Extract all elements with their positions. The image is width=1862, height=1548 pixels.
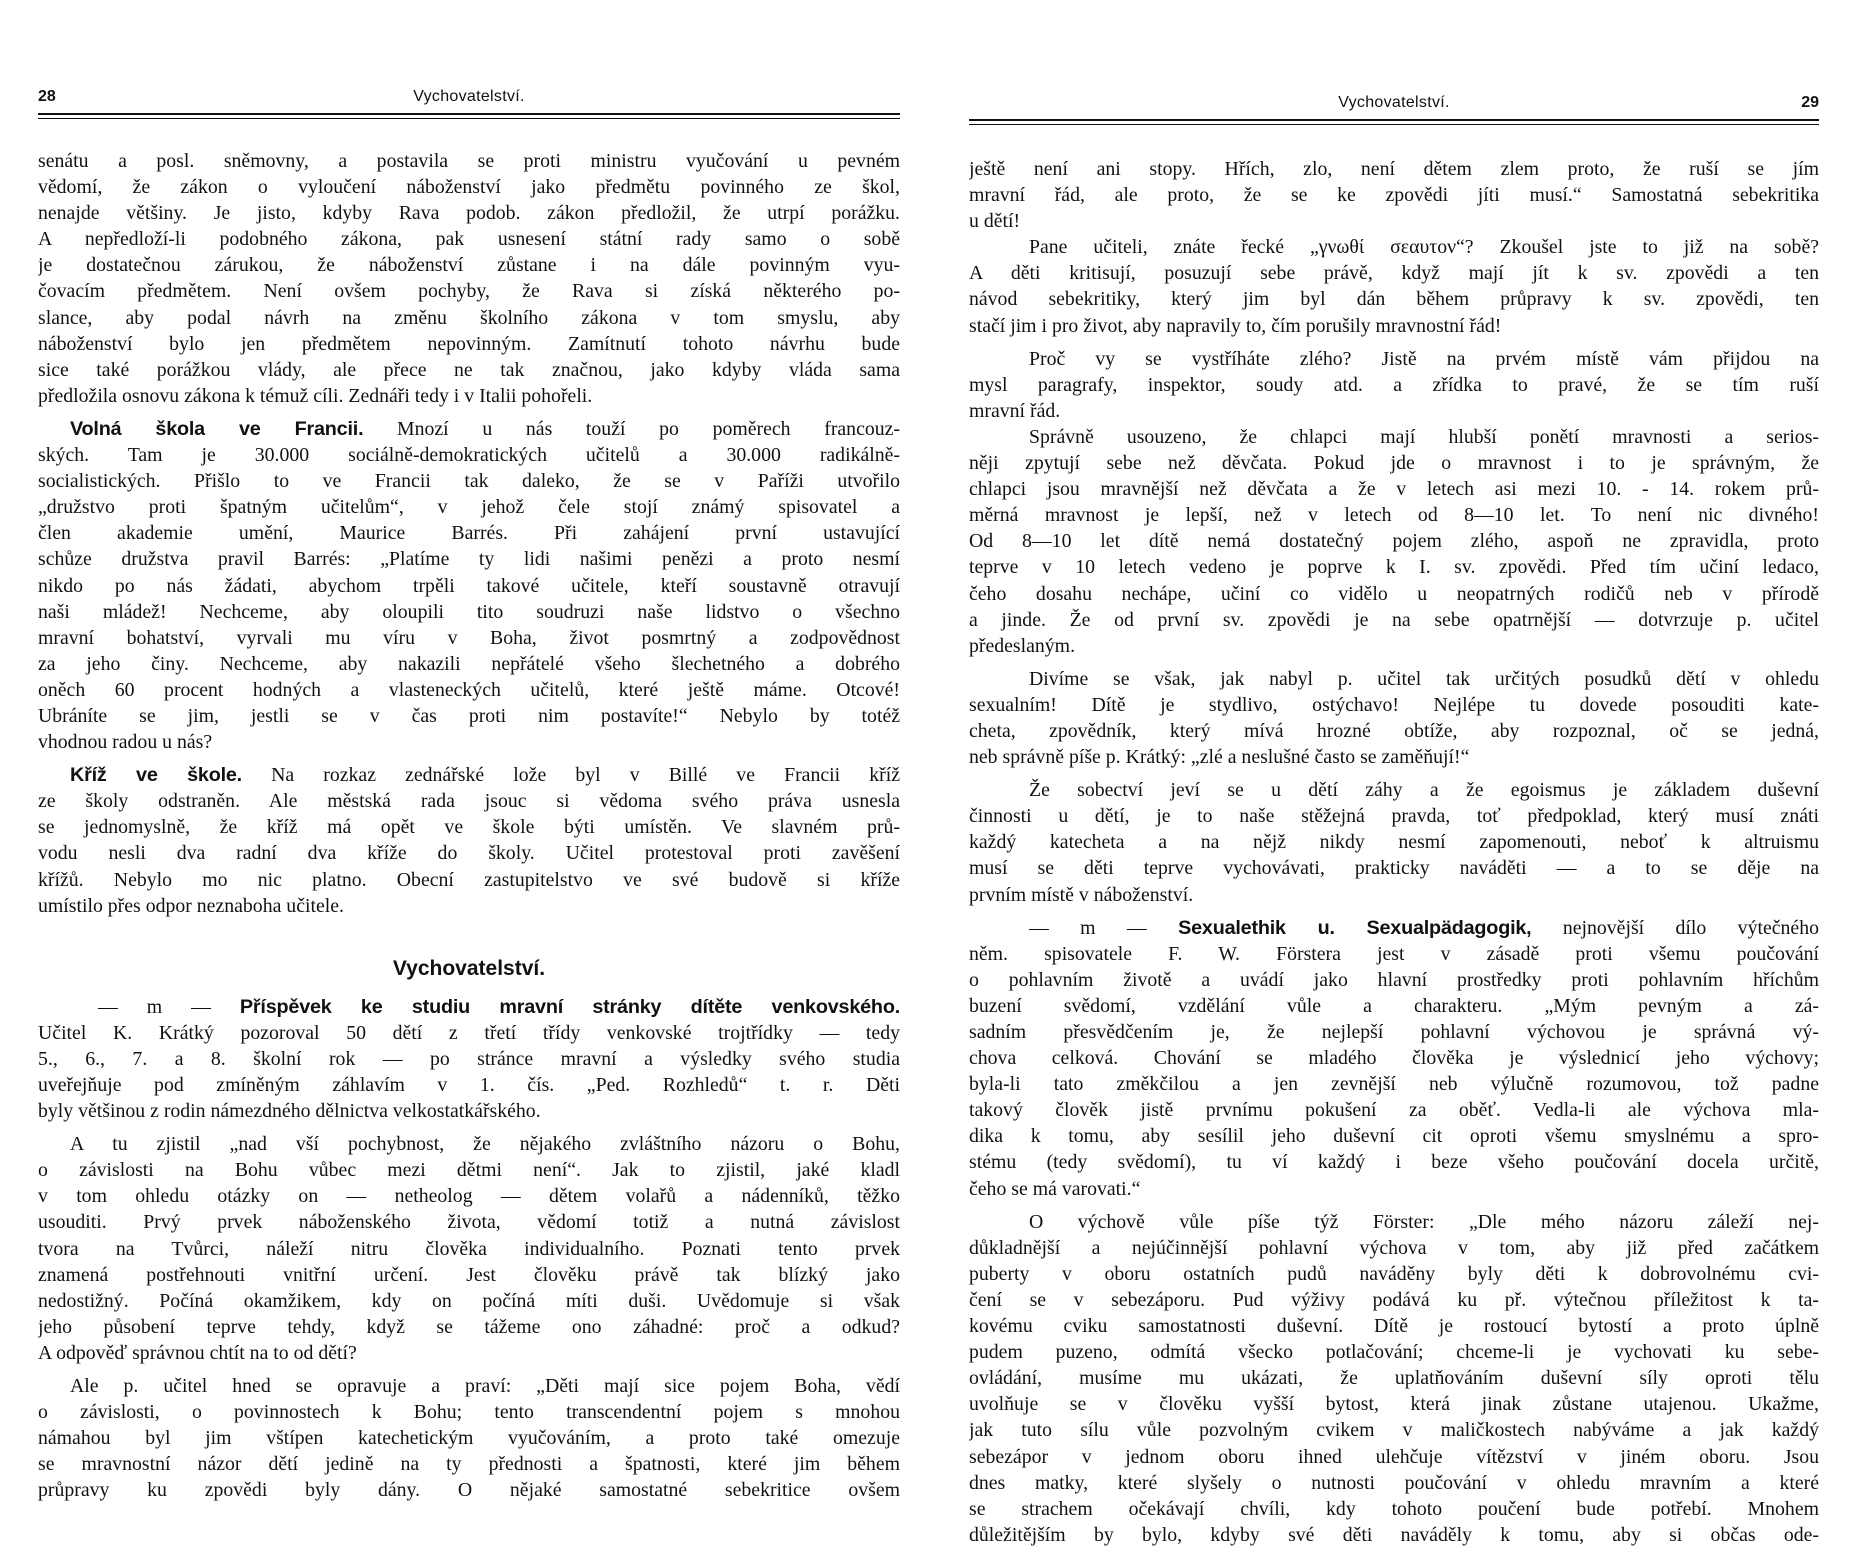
left-page-header [38, 88, 900, 112]
header-rule-thin [38, 118, 900, 119]
text-line: činnosti u dětí, je to naše stěžejná pravda, toť předpoklad, který musí znáti [969, 805, 1819, 828]
text-line: A odpověď správnou chtít na to od dětí? [38, 1341, 357, 1364]
text-line: vhodnou radou u nás? [38, 731, 213, 754]
text-line: cheta, zpovědník, který mívá hrozné obtíže, aby rozpoznal, oč se jedná, [969, 719, 1819, 742]
text-line: slance, aby podal návrh na změnu školního zákona v tom smyslu, aby [38, 306, 900, 329]
text-line: schůze družstva pravil Barrés: „Platíme ty lidi našimi penězi a proto nesmí [38, 548, 900, 571]
text-line: námahou byl jim vštípen katechetickým vyučováním, a proto také omezuje [38, 1427, 900, 1450]
text-line: stačí jim i pro život, aby napravily to, čím porušily mravnostní řád! [969, 314, 1502, 337]
text-line: jak tuto sílu vůle pozvolným cvikem v maličkostech nabýváme a jak každý [969, 1419, 1819, 1442]
text-line: byly většinou z rodin námezdného dělnictva velkostatkářského. [38, 1100, 541, 1123]
left-text-column [38, 148, 900, 1504]
text-line: průpravy ku zpovědi byly dány. O nějaké samostatné sebekritice ovšem [38, 1479, 900, 1502]
text-line: předeslaným. [969, 634, 1076, 657]
article-heading: Sexualethik u. Sexualpädagogik, [1178, 916, 1532, 939]
paragraph-sexualethik: — m — Sexualethik u. Sexualpädagogik, nejnovější dílo výtečného [1029, 916, 1819, 939]
right-text-column [969, 156, 1819, 1548]
text-line: se mravnostní názor dětí jedině na ty přednosti a špatnosti, které jim během [38, 1453, 900, 1476]
text-line: kovému cviku samostatnosti duševní. Dítě je rostoucí bytostí a proto úplně [969, 1315, 1819, 1338]
text-line: neb správně píše p. Krátký: „zlé a neslušné často se zaměňují!“ [969, 746, 1470, 769]
text-line: čeho se má varovati.“ [969, 1177, 1141, 1200]
text-line: chova celková. Chování se mladého člověka je výslednicí jeho výchovy; [969, 1047, 1819, 1070]
text-line: se strachem očekávají chvíli, kdy tohoto poučení bude potřebí. Mnohem [969, 1497, 1819, 1520]
paragraph-volna-skola: Volná škola ve Francii. Mnozí u nás touží po poměrech francouz- [70, 417, 900, 440]
text-line: za jeho činy. Nechceme, aby nakazili nepřátelé všeho šlechetného a dobrého [38, 652, 900, 675]
text-line: socialistických. Přišlo to ve Francii tak daleko, že se v Paříži utvořilo [38, 470, 900, 493]
text-line: 5., 6., 7. a 8. školní rok — po stránce mravní a výsledky svého studia [38, 1047, 900, 1070]
text-line: Divíme se však, jak nabyl p. učitel tak určitých posudků dětí v ohledu [1029, 667, 1819, 690]
text-line: senátu a posl. sněmovny, a postavila se proti ministru vyučování u pevném [38, 150, 900, 172]
text-line: Od 8—10 let dítě nemá dostatečný pojem zlého, aspoň ne zpravidla, proto [969, 530, 1819, 553]
text-line: nenajde většiny. Je jisto, kdyby Rava podob. zákon předložil, že utrpí porážku. [38, 202, 900, 225]
text-line: čovacím předmětem. Není ovšem pochyby, že Rava si získá některého po- [38, 280, 900, 303]
text-line: Proč vy se vystříháte zlého? Jistě na prvém místě vám přijdou na [1029, 347, 1819, 370]
text-line: sadním přesvědčením je, že nejlepší pohlavní výchovou je správná vý- [969, 1021, 1819, 1043]
text-line: o závislosti na Bohu vůbec mezi dětmi není“. Jak to zjistil, jaké kladl [38, 1159, 900, 1182]
text-line: vědomí, že zákon o vyloučení náboženství jako předmětu povinného ze škol, [38, 176, 900, 199]
text-line: každý katecheta a na nějž nikdy nesmí zapomenouti, neboť k altruismu [969, 831, 1819, 854]
text-line: chlapci jsou mravnější než děvčata a že v letech asi mezi 10. - 14. rokem prů- [969, 478, 1819, 501]
text-line: mravní řád, ale proto, že se ke zpovědi jíti musí.“ Samostatná sebekritika [969, 184, 1819, 207]
text-line: a jinde. Že od první sv. zpovědi je na sebe opatrnější — dotvrzuje p. učitel [969, 608, 1819, 631]
text-line: Ale p. učitel hned se opravuje a praví: „Děti mají sice pojem Boha, vědí [70, 1375, 900, 1398]
text-line: křížů. Nebylo mo nic platno. Obecní zastupitelstvo ve své budově si kříže [38, 868, 900, 891]
text-line: prvním místě v náboženství. [969, 883, 1194, 906]
text-line: v tom ohledu otázky on — netheolog — dětem volařů a nádenníků, těžko [38, 1185, 900, 1208]
text-line: nedostižný. Počíná okamžikem, kdy on počíná míti duši. Uvědomuje si však [38, 1289, 900, 1312]
text-line: „družstvo proti špatným učitelům“, v jehož čele stojí známý spisovatel a [38, 496, 900, 519]
text-line: usouditi. Prvý prvek náboženského života, vědomí totiž a nutná závislost [38, 1211, 900, 1234]
text-line: dika k tomu, aby sesílil jeho duševní cit oproti všemu smyslnému a spro- [969, 1125, 1819, 1148]
header-rule-thin [969, 124, 1819, 125]
text-line: Správně usouzeno, že chlapci mají hlubší ponětí mravnosti a serios- [1029, 425, 1819, 448]
text-line: musí se děti teprve vychovávati, prakticky naváděti — a to se děje na [969, 857, 1819, 880]
right-page-header [969, 94, 1819, 118]
running-head: Vychovatelství. [413, 88, 525, 105]
text-line: teprve v 10 letech vedeno je poprve k I. sv. zpovědi. Před tím učiní ledaco, [969, 556, 1819, 579]
text-line: O výchově vůle píše týž Förster: „Dle mého názoru záleží nej- [1029, 1210, 1819, 1233]
text-line: stému (tedy svědomí), tu ví každý i beze všeho poučování docela určitě, [969, 1151, 1819, 1174]
paragraph-prispevek: — m — Příspěvek ke studiu mravní stránky dítěte venkovského. [98, 995, 900, 1018]
text-line: mysl paragrafy, inspektor, soudy atd. a zřídka to pravé, že se tím ruší [969, 373, 1819, 396]
text-line: nikdo po nás žádati, abychom trpěli takové učitele, kteří soustavně otravují [38, 574, 900, 597]
text-line: Ubráníte se jim, jestli se v čas proti nim postavíte!“ Nebylo by totéž [38, 704, 900, 727]
text-line: čení se v sebezáporu. Pud výživy podává ku př. výtečnou příležitost k ta- [969, 1288, 1819, 1311]
text-line: byla-li tato změkčilou a jen zevnější neb výlučně rozumovou, tož padne [969, 1073, 1819, 1096]
paragraph-kriz-ve-skole: Kříž ve škole. Na rozkaz zednářské lože byl v Billé ve Francii kříž [70, 764, 900, 787]
section-heading: Kříž ve škole. [70, 764, 242, 787]
article-heading: Příspěvek ke studiu mravní stránky dítěte venkovského. [239, 995, 900, 1018]
text-line: puberty v oboru ostatních pudů naváděny byly děti k dobrovolnému cvi- [969, 1262, 1819, 1285]
text-line: člen akademie umění, Maurice Barrés. Při zahájení první ustavující [38, 522, 900, 545]
text-line: Že sobectví jeví se u dětí záhy a že egoismus je základem duševní [1029, 779, 1819, 802]
text-line: o závislosti, o povinnostech k Bohu; tento transcendentní pojem s mnohou [38, 1401, 900, 1424]
text-line: mravní řád. [969, 399, 1061, 422]
text-line: se jednomyslně, že kříž má opět ve škole býti umístěn. Ve slavném prů- [38, 816, 900, 839]
text-line: něji zpytují sebe než děvčata. Pokud jde o mravnost i to je správným, že [969, 452, 1819, 475]
page-number: 29 [1801, 94, 1819, 111]
text-line: A nepředloží-li podobného zákona, pak usnesení státní rady samo o sobě [38, 228, 900, 251]
text-line: Učitel K. Krátký pozoroval 50 dětí z třetí třídy venkovské trojtřídky — tedy [38, 1021, 900, 1044]
text-line: vodu nesli dva radní dva kříže do školy. Učitel protestoval proti zavěšení [38, 842, 900, 865]
text-line: jeho působení teprve tehdy, když se tážeme ono záhadné: proč a odkud? [38, 1315, 900, 1338]
text-line: je dostatečnou zárukou, že náboženství zůstane i na dále povinným vyu- [38, 254, 900, 277]
text-line: umístilo přes odpor neznaboha učitele. [38, 894, 344, 917]
text-line: čeho dosahu nechápe, učiní co vidělo u neopatrných rodičů neb v přírodě [969, 582, 1819, 605]
text-line: sebezápor v jednom oboru ihned ulehčuje vítězství v jiném oboru. Jsou [969, 1445, 1819, 1468]
text-line: o pohlavním životě a uvádí jako hlavní prostředky proti pohlavním hříchům [969, 968, 1819, 991]
text-line: pudem puzeno, odmítá všecko potlačování; chceme-li je vychovati ku sebe- [969, 1341, 1819, 1364]
text-line: takový člověk jistě prvnímu pokušení za oběť. Vedla-li ale výchova mla- [969, 1099, 1819, 1122]
text-line: ze školy odstraněn. Ale městská rada jsouc si vědoma svého práva usnesla [38, 790, 900, 813]
header-rule [969, 119, 1819, 121]
page-number: 28 [38, 88, 56, 105]
text-line: znamená postřehnouti vnitřní určení. Jest člověku právě tak blízký jako [38, 1263, 900, 1286]
text-line: oněch 60 procent hodných a vlasteneckých učitelů, které ještě máme. Otcové! [38, 678, 900, 701]
text-line: A tu zjistil „nad vší pochybnost, že nějakého zvláštního názoru o Bohu, [70, 1133, 900, 1156]
text-line: důkladnější a nejúčinnější pohlavní výchova v tom, aby již před začátkem [969, 1236, 1819, 1259]
text-line: náboženství bylo jen předmětem nepovinným. Zamítnutí tohoto návrhu bude [38, 332, 900, 355]
running-head: Vychovatelství. [1338, 94, 1450, 111]
text-line: mravní bohatství, vyrvali mu víru v Boha, život posmrtný a zodpovědnost [38, 626, 900, 649]
text-line: měrná mravnost je lepší, než v letech od 8—10 let. To není nic divného! [969, 504, 1819, 527]
text-line: u dětí! [969, 210, 1021, 233]
text-line: dnes matky, které slyšely o nutnosti poučování v ohledu mravním a které [969, 1471, 1819, 1494]
text-line: uvolňuje se v člověku vyšší bytost, která jinak zůstane utajenou. Ukažme, [969, 1393, 1819, 1416]
text-line: ských. Tam je 30.000 sociálně-demokratických učitelů a 30.000 radikálně- [38, 444, 900, 467]
text-line: předložila osnovu zákona k témuž cíli. Zednáři tedy i v Italii pohořeli. [38, 384, 593, 407]
right-page [931, 0, 1862, 1546]
text-line: sice také porážkou vlády, ale přece ne tak značnou, jako kdyby vláda sama [38, 358, 900, 381]
section-heading: Volná škola ve Francii. [70, 417, 364, 440]
text-line: ovládání, musíme mu ukázati, že uplatňováním duševní síly oproti tělu [969, 1367, 1819, 1390]
section-title: Vychovatelství. [392, 956, 546, 980]
text-line: A děti kritisují, posuzují sebe právě, když mají jít k sv. zpovědi a ten [969, 262, 1819, 285]
text-line: Pane učiteli, znáte řecké „γνωθί σεαυτον“? Zkoušel jste to již na sobě? [1029, 236, 1819, 259]
text-line: uveřejňuje pod zmíněným záhlavím v 1. čís. „Ped. Rozhledů“ t. r. Děti [38, 1074, 900, 1096]
text-line: naši mládež! Nechceme, aby oloupili tito soudruzi naše lidstvo o všechno [38, 600, 900, 623]
text-line: návod sebekritiky, který jim byl dán během průpravy k sv. zpovědi, ten [969, 288, 1819, 311]
header-rule [38, 113, 900, 115]
text-line: ještě není ani stopy. Hřích, zlo, není dětem zlem proto, že ruší se jím [969, 158, 1819, 180]
text-line: buzení svědomí, vzdělání vůle a charakteru. „Mým pevným a zá- [969, 994, 1819, 1017]
text-line: důležitějším by bylo, kdyby své děti naváděly k tomu, aby si občas ode- [969, 1523, 1819, 1546]
text-line: tvora na Tvůrci, náleží nitru člověka individualního. Poznati tento prvek [38, 1237, 900, 1260]
text-line: něm. spisovatele F. W. Förstera jest v zásadě proti všemu poučování [969, 942, 1819, 965]
left-page [0, 0, 931, 1500]
text-line: sexualním! Dítě je stydlivo, ostýchavo! Nejlépe tu dovede posouditi kate- [969, 693, 1819, 716]
